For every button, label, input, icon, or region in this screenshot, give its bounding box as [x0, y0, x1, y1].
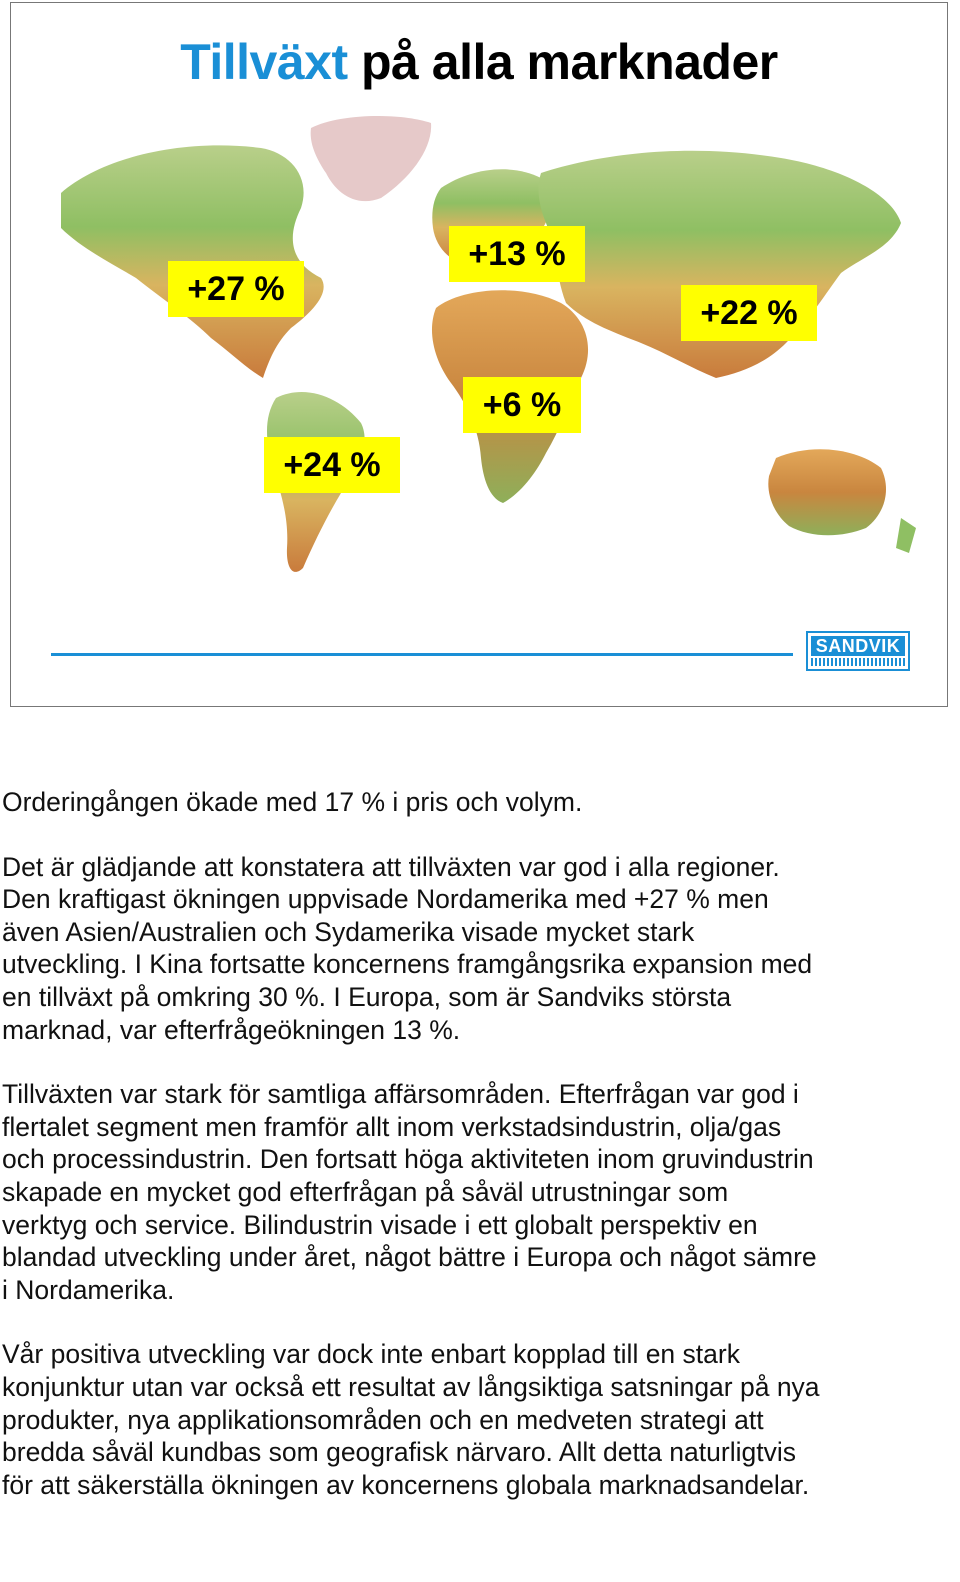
logo-stripes: [811, 658, 905, 666]
badge-europe: +13 %: [449, 226, 585, 282]
badge-south-america: +24 %: [264, 437, 400, 493]
paragraph-2: Det är glädjande att konstatera att tillväxten var god i alla regioner. Den kraftigast ökningen uppvisade Nordamerika med +27 % men även Asien/Australien och Sydamerika visade mycket stark utveckling. I Kina fortsatte koncernens framgångsrika expansion med en tillväxt på omkring 30 %. I Europa, som är Sandviks största marknad, var efterfrågeökningen 13 %.: [2, 851, 813, 1045]
title-rest: på alla marknader: [347, 34, 778, 90]
paragraph-3: Tillväxten var stark för samtliga affärsområden. Efterfrågan var god i flertalet segment men framför allt inom verkstadsindustrin, olja/gas och processindustrin. Den fortsatt höga aktiviteten inom gruvindustrin skapade en mycket god efterfrågan på såväl utrustningar som verktyg och service. Bilindustrin visade i ett globalt perspektiv en blandad utveckling under året, något bättre i Europa och något sämre i Nordamerika.: [2, 1079, 817, 1305]
world-map: [41, 98, 921, 598]
asia-shape: [539, 151, 901, 378]
paragraph-1: Orderingången ökade med 17 % i pris och volym.: [2, 787, 583, 817]
badge-north-america: +27 %: [168, 261, 304, 317]
logo-text: SANDVIK: [811, 636, 905, 656]
new-zealand-shape: [896, 518, 916, 553]
title-accent: Tillväxt: [180, 34, 348, 90]
greenland-shape: [311, 116, 431, 201]
slide-image: [10, 2, 948, 707]
blue-rule: [51, 653, 793, 656]
australia-shape: [768, 449, 886, 535]
body-text: [2, 786, 952, 1533]
slide-title: [11, 33, 947, 91]
badge-africa: +6 %: [463, 377, 581, 433]
badge-asia: +22 %: [681, 285, 817, 341]
paragraph-4: Vår positiva utveckling var dock inte enbart kopplad till en stark konjunktur utan var också ett resultat av långsiktiga satsningar på nya produkter, nya applikationsområden och en medveten strategi att bredda såväl kundbas som geografisk närvaro. Allt detta naturligtvis för att säkerställa ökningen av koncernens globala marknadsandelar.: [2, 1339, 820, 1500]
sandvik-logo: [806, 631, 910, 671]
